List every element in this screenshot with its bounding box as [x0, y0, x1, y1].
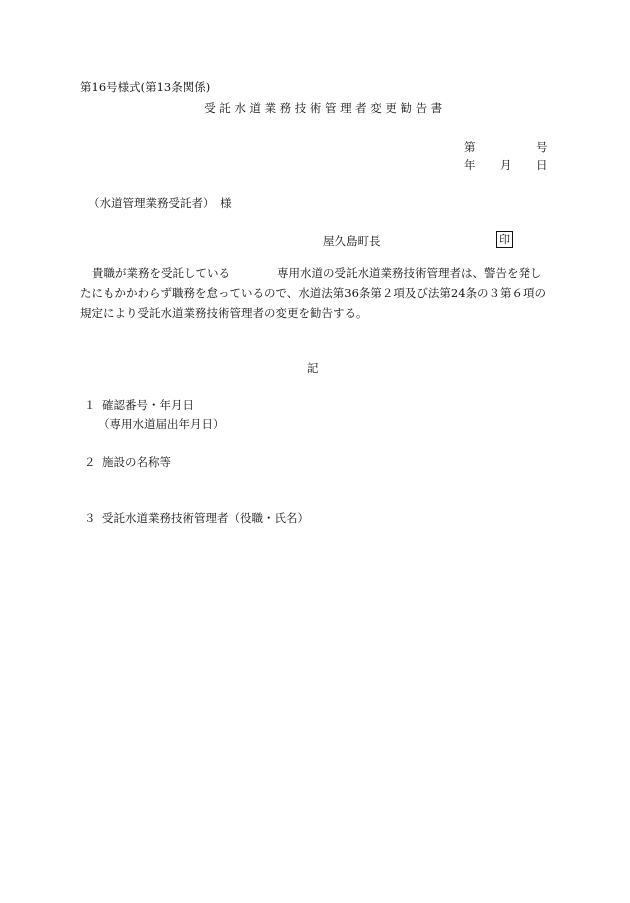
recipient: （水道管理業務受託者） [88, 196, 215, 210]
body-text-line: たにもかかわらず職務を怠っているので、水道法第36条第２項及び法第24条の３第６項の [80, 286, 547, 300]
body-text-line: 専用水道の受託水道業務技術管理者は、警告を発し [277, 266, 542, 280]
item-label: 施設の名称等 [102, 455, 171, 469]
number-prefix: 第 [464, 140, 476, 154]
body-text-line: 規定により受託水道業務技術管理者の変更を勧告する。 [80, 306, 368, 320]
document-title: 受託水道業務技術管理者変更勧告書 [204, 101, 446, 115]
body-text-line: 貴職が業務を受託している [92, 266, 230, 280]
item-number: ２ [84, 455, 96, 469]
sender: 屋久島町長 [323, 234, 381, 248]
seal-stamp: 印 [496, 231, 513, 248]
item-number: ３ [84, 511, 96, 525]
ki-heading: 記 [307, 361, 319, 375]
number-suffix: 号 [536, 140, 548, 154]
date-year: 年 [464, 158, 476, 172]
honorific: 様 [220, 196, 232, 210]
item-sublabel: （専用水道届出年月日） [98, 417, 225, 431]
date-month: 月 [500, 158, 512, 172]
item-label: 確認番号・年月日 [102, 398, 194, 412]
form-label: 第16号様式(第13条関係) [80, 80, 211, 94]
item-label: 受託水道業務技術管理者（役職・氏名） [102, 511, 309, 525]
date-day: 日 [536, 158, 548, 172]
item-number: １ [84, 398, 96, 412]
